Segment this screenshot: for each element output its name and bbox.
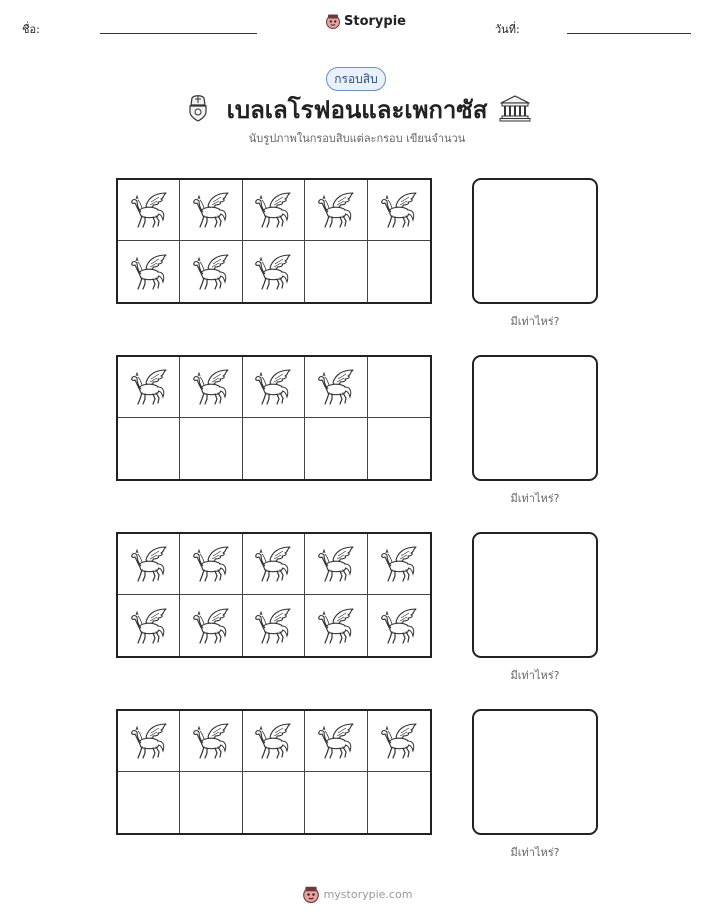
footer-site: mystorypie.com: [323, 887, 413, 901]
ten-frame-cell: [180, 772, 242, 833]
date-line[interactable]: [567, 33, 691, 34]
ten-frame-cell: [305, 711, 367, 772]
ten-frame-cell: [118, 180, 180, 241]
pegasus-icon: [191, 367, 231, 407]
answer-prompt: มีเท่าไหร่?: [510, 669, 560, 682]
pegasus-icon: [191, 544, 231, 584]
worksheet-title: เบลเลโรฟอนและเพกาซัส: [226, 96, 488, 124]
ten-frame-cell: [243, 418, 305, 479]
ten-frame-cell: [118, 418, 180, 479]
ten-frame-cell: [180, 534, 242, 595]
worksheet-instructions: นับรูปภาพในกรอบสิบแต่ละกรอบ เขียนจำนวน: [248, 132, 466, 145]
answer-box[interactable]: [472, 532, 598, 658]
ten-frame-cell: [368, 357, 430, 418]
ten-frame-cell: [368, 772, 430, 833]
ten-frame-cell: [305, 534, 367, 595]
pegasus-icon: [129, 367, 169, 407]
ten-frame-cell: [368, 180, 430, 241]
pegasus-icon: [253, 544, 293, 584]
ten-frame-cell: [180, 711, 242, 772]
ten-frame: [116, 532, 432, 658]
answer-prompt: มีเท่าไหร่?: [510, 492, 560, 505]
pegasus-icon: [379, 544, 419, 584]
pegasus-icon: [253, 190, 293, 230]
ten-frame-cell: [368, 241, 430, 302]
ten-frame-cell: [118, 595, 180, 656]
ten-frame-cell: [243, 534, 305, 595]
ten-frame-cell: [243, 180, 305, 241]
ten-frame-cell: [180, 595, 242, 656]
pegasus-icon: [191, 190, 231, 230]
pegasus-icon: [191, 721, 231, 761]
ten-frame-cell: [180, 418, 242, 479]
pegasus-icon: [253, 252, 293, 292]
pegasus-icon: [191, 252, 231, 292]
answer-prompt: มีเท่าไหร่?: [510, 846, 560, 859]
worksheet-badge: กรอบสิบ: [326, 67, 386, 91]
ten-frame: [116, 709, 432, 835]
pegasus-icon: [129, 544, 169, 584]
ten-frame-cell: [243, 711, 305, 772]
name-label: ชื่อ:: [22, 23, 40, 36]
ten-frame-cell: [305, 180, 367, 241]
ten-frame-cell: [305, 772, 367, 833]
ten-frame-cell: [368, 711, 430, 772]
pegasus-icon: [379, 606, 419, 646]
pegasus-icon: [253, 606, 293, 646]
storypie-mascot-icon: [325, 13, 341, 29]
ten-frame-cell: [368, 418, 430, 479]
ten-frame: [116, 355, 432, 481]
pegasus-icon: [316, 721, 356, 761]
pegasus-icon: [379, 190, 419, 230]
ten-frame-cell: [118, 241, 180, 302]
pegasus-icon: [191, 606, 231, 646]
ten-frame-cell: [118, 711, 180, 772]
ten-frame-cell: [305, 418, 367, 479]
ten-frame-cell: [243, 241, 305, 302]
pegasus-icon: [129, 252, 169, 292]
pegasus-icon: [316, 606, 356, 646]
name-line[interactable]: [100, 33, 257, 34]
date-label: วันที่:: [495, 23, 520, 36]
ten-frame-cell: [180, 180, 242, 241]
logo-text: Storypie: [344, 13, 406, 29]
ten-frame-cell: [305, 595, 367, 656]
ten-frame-cell: [118, 772, 180, 833]
storypie-mascot-icon: [302, 885, 320, 903]
ten-frame-cell: [368, 534, 430, 595]
footer: [0, 885, 714, 903]
pegasus-icon: [129, 190, 169, 230]
storypie-logo: [325, 13, 406, 29]
pegasus-icon: [316, 367, 356, 407]
answer-box[interactable]: [472, 355, 598, 481]
answer-prompt: มีเท่าไหร่?: [510, 315, 560, 328]
ten-frame-cell: [243, 357, 305, 418]
pegasus-icon: [253, 721, 293, 761]
ten-frame-cell: [118, 534, 180, 595]
ten-frame-cell: [368, 595, 430, 656]
ten-frame-cell: [243, 772, 305, 833]
ten-frame-cell: [180, 241, 242, 302]
greek-temple-icon: [499, 94, 531, 122]
ten-frame: [116, 178, 432, 304]
ten-frame-cell: [305, 357, 367, 418]
ten-frame-cell: [180, 357, 242, 418]
answer-box[interactable]: [472, 178, 598, 304]
pegasus-icon: [316, 544, 356, 584]
answer-box[interactable]: [472, 709, 598, 835]
ten-frame-cell: [243, 595, 305, 656]
pegasus-icon: [316, 190, 356, 230]
pegasus-icon: [379, 721, 419, 761]
pegasus-icon: [253, 367, 293, 407]
pegasus-icon: [129, 606, 169, 646]
pegasus-icon: [129, 721, 169, 761]
ten-frame-cell: [305, 241, 367, 302]
ten-frame-cell: [118, 357, 180, 418]
